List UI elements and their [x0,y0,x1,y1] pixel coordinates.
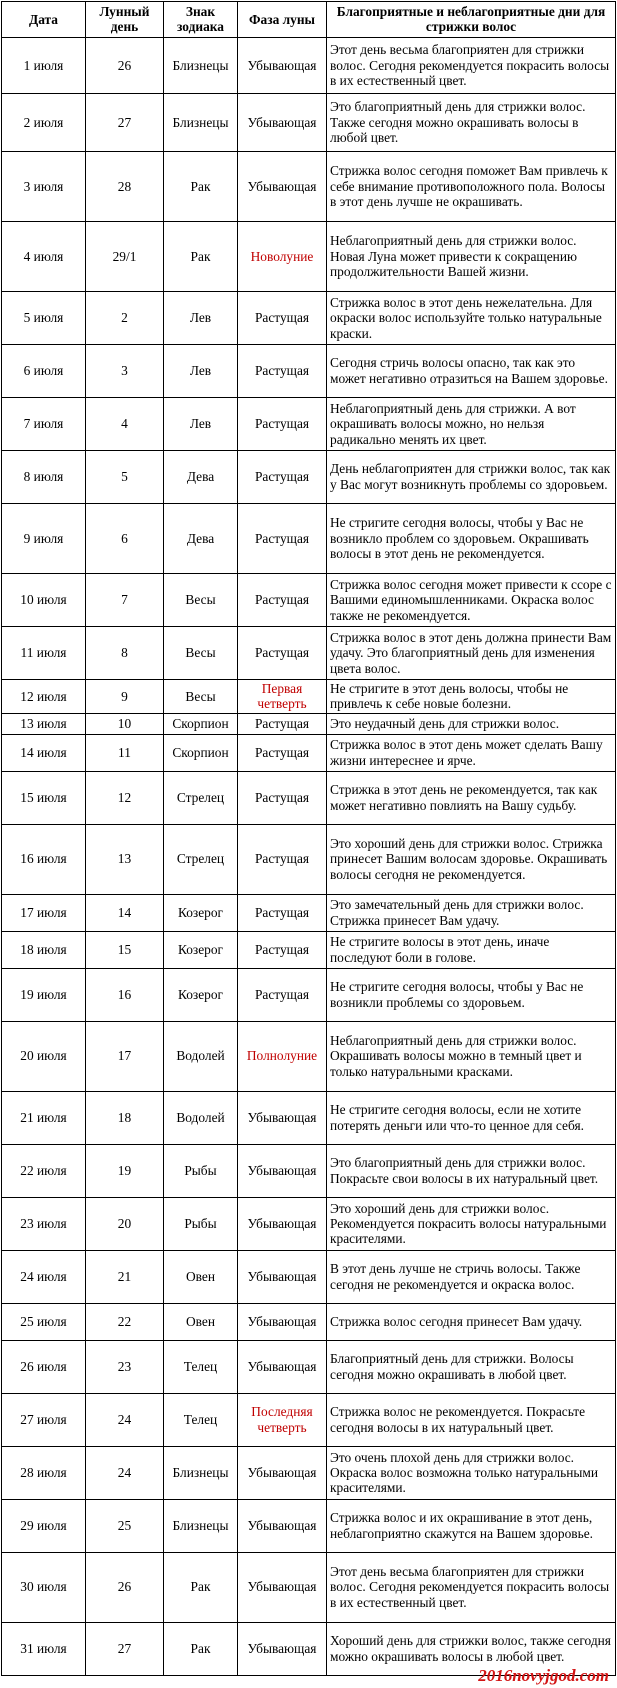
lunar-day-cell: 10 [86,713,164,734]
date-cell: 9 июля [2,503,86,573]
zodiac-cell: Скорпион [164,734,238,771]
table-row [2,1340,616,1393]
lunar-day-cell: 18 [86,1091,164,1144]
table-row [2,679,616,713]
advice-cell: Это благоприятный день для стрижки волос. Покрасьте свои волосы в их натуральный цвет. [327,1144,616,1197]
moon-phase-cell: Первая четверть [238,679,327,713]
lunar-day-cell: 20 [86,1197,164,1250]
calendar-table-wrapper [1,1,615,1676]
lunar-day-cell: 15 [86,931,164,968]
table-row [2,824,616,894]
lunar-day-cell: 4 [86,397,164,450]
moon-phase-cell: Растущая [238,291,327,344]
lunar-day-cell: 7 [86,573,164,626]
advice-cell: Это неудачный день для стрижки волос. [327,713,616,734]
moon-phase-cell: Убывающая [238,1552,327,1622]
date-cell: 11 июля [2,626,86,679]
moon-phase-cell: Полнолуние [238,1021,327,1091]
date-cell: 10 июля [2,573,86,626]
zodiac-cell: Близнецы [164,37,238,93]
zodiac-cell: Рак [164,151,238,221]
date-cell: 22 июля [2,1144,86,1197]
table-row [2,151,616,221]
header-moon-phase: Фаза луны [238,2,327,38]
moon-phase-cell: Убывающая [238,1250,327,1303]
zodiac-cell: Лев [164,344,238,397]
moon-phase-cell: Растущая [238,503,327,573]
zodiac-cell: Водолей [164,1091,238,1144]
moon-phase-cell: Растущая [238,894,327,931]
zodiac-cell: Весы [164,679,238,713]
moon-phase-cell: Убывающая [238,151,327,221]
lunar-day-cell: 16 [86,968,164,1021]
table-row [2,1446,616,1499]
advice-cell: Это хороший день для стрижки волос. Рекомендуется покрасить волосы натуральными красителями. [327,1197,616,1250]
advice-cell: Стрижка волос не рекомендуется. Покрасьте сегодня волосы в их натуральный цвет. [327,1393,616,1446]
table-row [2,1144,616,1197]
lunar-day-cell: 26 [86,1552,164,1622]
zodiac-cell: Стрелец [164,824,238,894]
header-row [2,2,616,38]
advice-cell: Это хороший день для стрижки волос. Стрижка принесет Вашим волосам здоровье. Окрашивать волосы сегодня не рекомендуется. [327,824,616,894]
date-cell: 24 июля [2,1250,86,1303]
lunar-day-cell: 24 [86,1393,164,1446]
date-cell: 7 июля [2,397,86,450]
haircut-calendar-table [1,1,616,1676]
advice-cell: Это благоприятный день для стрижки волос. Также сегодня можно окрашивать волосы в любой цвет. [327,93,616,151]
table-row [2,1499,616,1552]
lunar-day-cell: 9 [86,679,164,713]
date-cell: 13 июля [2,713,86,734]
advice-cell: В этот день лучше не стричь волосы. Также сегодня не рекомендуется и окраска волос. [327,1250,616,1303]
moon-phase-cell: Последняя четверть [238,1393,327,1446]
table-row [2,626,616,679]
zodiac-cell: Весы [164,573,238,626]
lunar-day-cell: 21 [86,1250,164,1303]
advice-cell: Стрижка волос в этот день должна принести Вам удачу. Это благоприятный день для изменения цвета волос. [327,626,616,679]
lunar-day-cell: 3 [86,344,164,397]
table-row [2,1303,616,1340]
date-cell: 2 июля [2,93,86,151]
advice-cell: День неблагоприятен для стрижки волос, так как у Вас могут возникнуть проблемы со здоровьем. [327,450,616,503]
date-cell: 12 июля [2,679,86,713]
moon-phase-cell: Убывающая [238,1499,327,1552]
moon-phase-cell: Убывающая [238,1446,327,1499]
date-cell: 30 июля [2,1552,86,1622]
date-cell: 4 июля [2,221,86,291]
moon-phase-cell: Растущая [238,931,327,968]
table-row [2,221,616,291]
lunar-day-cell: 28 [86,151,164,221]
zodiac-cell: Телец [164,1393,238,1446]
advice-cell: Стрижка в этот день не рекомендуется, так как может негативно повлиять на Вашу судьбу. [327,771,616,824]
table-row [2,1552,616,1622]
lunar-day-cell: 12 [86,771,164,824]
table-row [2,931,616,968]
advice-cell: Стрижка волос сегодня поможет Вам привлечь к себе внимание противоположного пола. Волосы в этот день лучше не окрашивать. [327,151,616,221]
zodiac-cell: Телец [164,1340,238,1393]
date-cell: 3 июля [2,151,86,221]
table-row [2,968,616,1021]
lunar-day-cell: 11 [86,734,164,771]
moon-phase-cell: Убывающая [238,1197,327,1250]
table-row [2,894,616,931]
zodiac-cell: Рыбы [164,1197,238,1250]
lunar-day-cell: 17 [86,1021,164,1091]
site-watermark: 2016novyjgod.com [478,1666,609,1685]
lunar-day-cell: 29/1 [86,221,164,291]
moon-phase-cell: Убывающая [238,1091,327,1144]
moon-phase-cell: Растущая [238,713,327,734]
table-row [2,397,616,450]
lunar-day-cell: 24 [86,1446,164,1499]
advice-cell: Это замечательный день для стрижки волос. Стрижка принесет Вам удачу. [327,894,616,931]
moon-phase-cell: Убывающая [238,1144,327,1197]
moon-phase-cell: Убывающая [238,93,327,151]
date-cell: 21 июля [2,1091,86,1144]
date-cell: 25 июля [2,1303,86,1340]
advice-cell: Хороший день для стрижки волос, также сегодня можно окрашивать волосы в любой цвет. [327,1622,616,1675]
advice-cell: Не стригите волосы в этот день, иначе последуют боли в голове. [327,931,616,968]
table-row [2,344,616,397]
zodiac-cell: Близнецы [164,1499,238,1552]
moon-phase-cell: Новолуние [238,221,327,291]
advice-cell: Неблагоприятный день для стрижки. А вот окрашивать волосы можно, но нельзя радикально менять их цвет. [327,397,616,450]
lunar-day-cell: 19 [86,1144,164,1197]
advice-cell: Сегодня стричь волосы опасно, так как это может негативно отразиться на Вашем здоровье. [327,344,616,397]
table-row [2,1197,616,1250]
lunar-day-cell: 26 [86,37,164,93]
advice-cell: Стрижка волос в этот день нежелательна. Для окраски волос используйте только натуральные краски. [327,291,616,344]
zodiac-cell: Рак [164,221,238,291]
date-cell: 16 июля [2,824,86,894]
moon-phase-cell: Убывающая [238,1340,327,1393]
moon-phase-cell: Растущая [238,968,327,1021]
table-row [2,291,616,344]
advice-cell: Благоприятный день для стрижки. Волосы сегодня можно окрашивать в любой цвет. [327,1340,616,1393]
advice-cell: Стрижка волос и их окрашивание в этот день, неблагоприятно скажутся на Вашем здоровье. [327,1499,616,1552]
zodiac-cell: Дева [164,503,238,573]
advice-cell: Не стригите сегодня волосы, чтобы у Вас не возникло проблем со здоровьем. Окрашивать волосы в этот день не рекомендуется. [327,503,616,573]
header-zodiac: Знак зодиака [164,2,238,38]
zodiac-cell: Лев [164,397,238,450]
advice-cell: Не стригите сегодня волосы, чтобы у Вас не возникли проблемы со здоровьем. [327,968,616,1021]
table-row [2,1393,616,1446]
moon-phase-cell: Растущая [238,734,327,771]
zodiac-cell: Стрелец [164,771,238,824]
advice-cell: Этот день весьма благоприятен для стрижки волос. Сегодня рекомендуется покрасить волосы в их естественный цвет. [327,37,616,93]
date-cell: 8 июля [2,450,86,503]
advice-cell: Неблагоприятный день для стрижки волос. Окрашивать волосы можно в темный цвет и только натуральными красками. [327,1021,616,1091]
date-cell: 14 июля [2,734,86,771]
moon-phase-cell: Растущая [238,397,327,450]
table-row [2,734,616,771]
table-row [2,503,616,573]
zodiac-cell: Лев [164,291,238,344]
zodiac-cell: Весы [164,626,238,679]
zodiac-cell: Козерог [164,931,238,968]
moon-phase-cell: Убывающая [238,1303,327,1340]
date-cell: 31 июля [2,1622,86,1675]
table-row [2,713,616,734]
advice-cell: Не стригите в этот день волосы, чтобы не привлечь к себе новые болезни. [327,679,616,713]
date-cell: 20 июля [2,1021,86,1091]
date-cell: 28 июля [2,1446,86,1499]
table-row [2,37,616,93]
table-row [2,1250,616,1303]
zodiac-cell: Овен [164,1250,238,1303]
zodiac-cell: Овен [164,1303,238,1340]
table-row [2,1091,616,1144]
lunar-day-cell: 5 [86,450,164,503]
advice-cell: Это очень плохой день для стрижки волос. Окраска волос возможна только натуральными красителями. [327,1446,616,1499]
moon-phase-cell: Растущая [238,573,327,626]
header-lunar-day: Лунный день [86,2,164,38]
zodiac-cell: Скорпион [164,713,238,734]
lunar-day-cell: 27 [86,93,164,151]
date-cell: 23 июля [2,1197,86,1250]
date-cell: 1 июля [2,37,86,93]
date-cell: 17 июля [2,894,86,931]
table-row [2,573,616,626]
zodiac-cell: Близнецы [164,1446,238,1499]
zodiac-cell: Козерог [164,968,238,1021]
zodiac-cell: Водолей [164,1021,238,1091]
moon-phase-cell: Убывающая [238,37,327,93]
date-cell: 27 июля [2,1393,86,1446]
header-date: Дата [2,2,86,38]
date-cell: 29 июля [2,1499,86,1552]
advice-cell: Неблагоприятный день для стрижки волос. Новая Луна может привести к сокращению продолжительности Вашей жизни. [327,221,616,291]
advice-cell: Стрижка волос сегодня может привести к ссоре с Вашими единомышленниками. Окраска волос также не рекомендуется. [327,573,616,626]
advice-cell: Стрижка волос сегодня принесет Вам удачу. [327,1303,616,1340]
moon-phase-cell: Растущая [238,344,327,397]
moon-phase-cell: Убывающая [238,1622,327,1675]
advice-cell: Стрижка волос в этот день может сделать Вашу жизни интереснее и ярче. [327,734,616,771]
lunar-day-cell: 14 [86,894,164,931]
date-cell: 6 июля [2,344,86,397]
advice-cell: Не стригите сегодня волосы, если не хотите потерять деньги или что-то ценное для себя. [327,1091,616,1144]
moon-phase-cell: Растущая [238,626,327,679]
lunar-day-cell: 27 [86,1622,164,1675]
zodiac-cell: Рак [164,1552,238,1622]
zodiac-cell: Дева [164,450,238,503]
date-cell: 15 июля [2,771,86,824]
header-advice: Благоприятные и неблагоприятные дни для стрижки волос [327,2,616,38]
date-cell: 26 июля [2,1340,86,1393]
table-row [2,1021,616,1091]
moon-phase-cell: Растущая [238,450,327,503]
table-body [2,37,616,1675]
table-row [2,93,616,151]
table-row [2,450,616,503]
zodiac-cell: Козерог [164,894,238,931]
zodiac-cell: Рыбы [164,1144,238,1197]
lunar-day-cell: 22 [86,1303,164,1340]
date-cell: 18 июля [2,931,86,968]
lunar-day-cell: 2 [86,291,164,344]
lunar-day-cell: 8 [86,626,164,679]
lunar-day-cell: 13 [86,824,164,894]
lunar-day-cell: 6 [86,503,164,573]
date-cell: 5 июля [2,291,86,344]
lunar-day-cell: 25 [86,1499,164,1552]
lunar-day-cell: 23 [86,1340,164,1393]
moon-phase-cell: Растущая [238,771,327,824]
moon-phase-cell: Растущая [238,824,327,894]
zodiac-cell: Рак [164,1622,238,1675]
date-cell: 19 июля [2,968,86,1021]
advice-cell: Этот день весьма благоприятен для стрижки волос. Сегодня рекомендуется покрасить волосы в их естественный цвет. [327,1552,616,1622]
table-row [2,771,616,824]
zodiac-cell: Близнецы [164,93,238,151]
